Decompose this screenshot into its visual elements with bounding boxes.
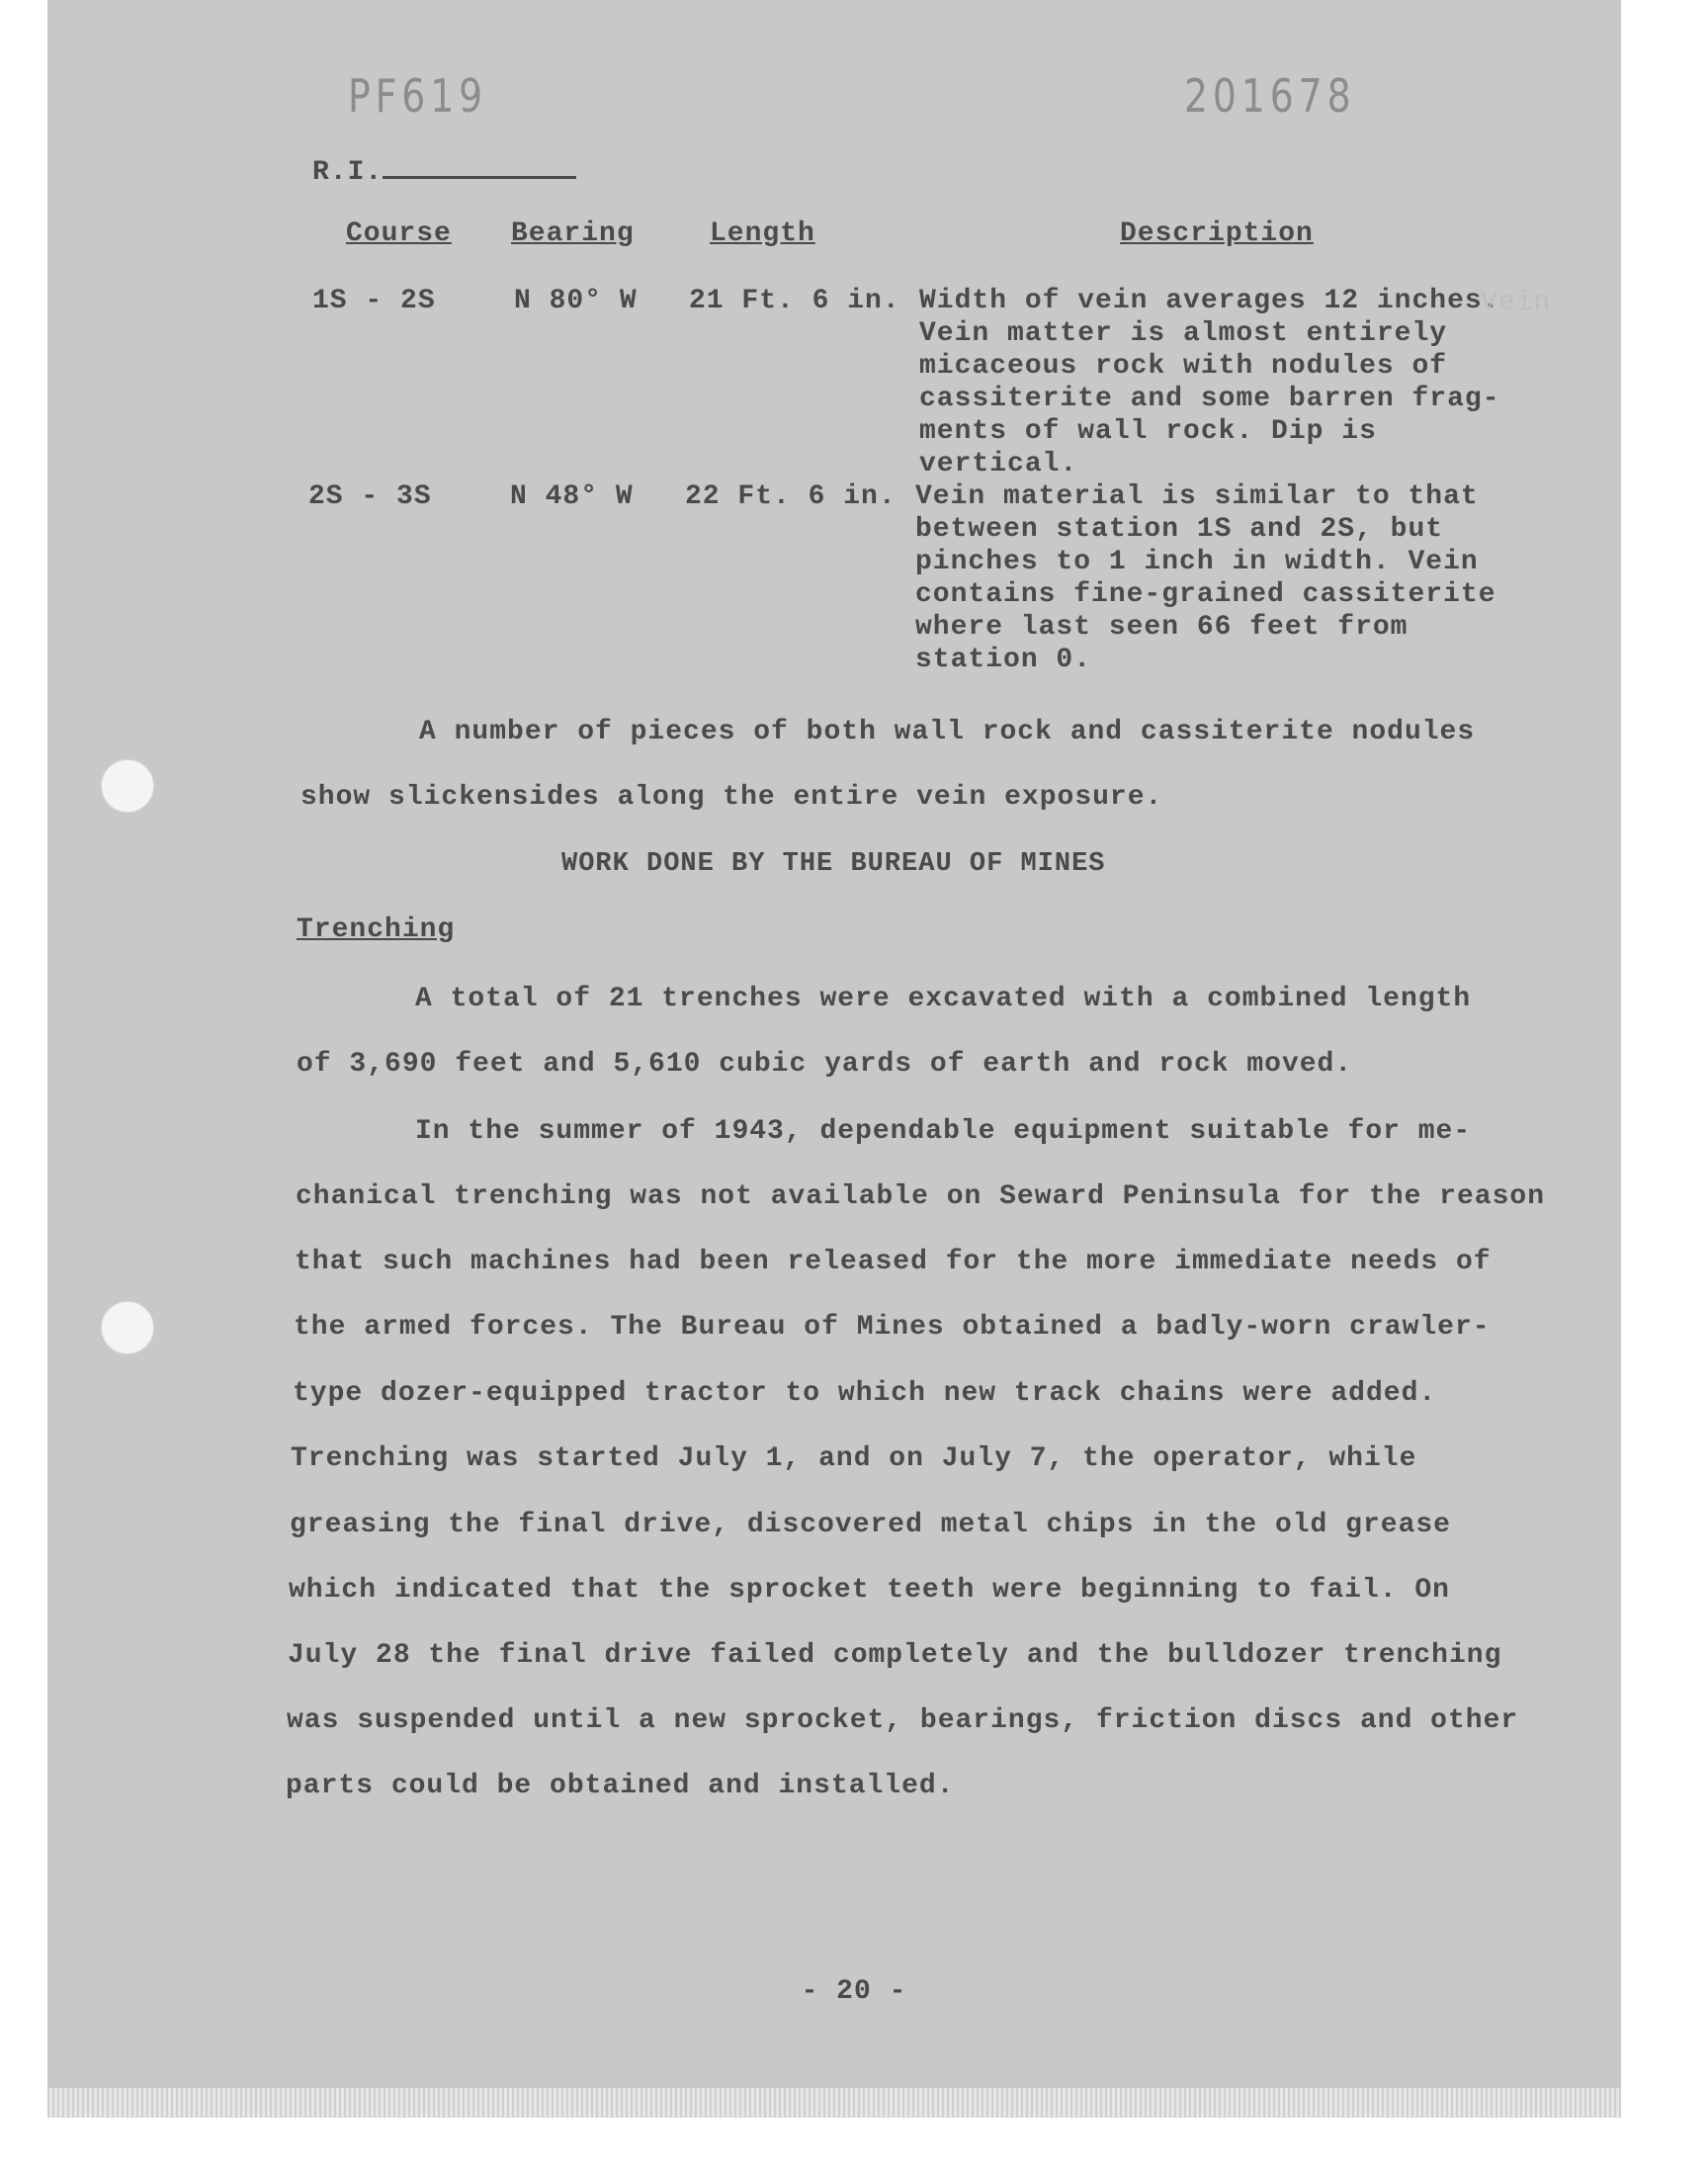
row2-desc-line: station 0.	[915, 645, 1092, 675]
row1-desc-line: vertical.	[919, 449, 1078, 479]
paragraph1-line: show slickensides along the entire vein exposure.	[300, 782, 1163, 813]
row1-desc-line: Width of vein averages 12 inches.	[919, 286, 1500, 316]
stamp-right: 201678	[1184, 69, 1356, 123]
header-length: Length	[710, 218, 815, 249]
row1-desc-line: cassiterite and some barren frag-	[919, 384, 1500, 414]
row2-length: 22 Ft. 6 in.	[685, 481, 897, 512]
section-heading: WORK DONE BY THE BUREAU OF MINES	[561, 849, 1106, 879]
paragraph3-line: which indicated that the sprocket teeth were beginning to fail. On	[289, 1575, 1450, 1606]
paragraph3-line: In the summer of 1943, dependable equipment suitable for me-	[415, 1116, 1472, 1147]
paragraph3-line: type dozer-equipped tractor to which new track chains were added.	[293, 1378, 1437, 1409]
row1-desc-line: ments of wall rock. Dip is	[919, 416, 1377, 447]
row1-desc-line: Vein matter is almost entirely	[919, 318, 1448, 349]
ri-label: R.I.	[312, 157, 384, 188]
ri-blank	[383, 150, 576, 179]
row2-description	[915, 480, 1496, 676]
row1-bearing: N 80° W	[514, 286, 638, 316]
paragraph3-line: parts could be obtained and installed.	[286, 1771, 955, 1801]
paragraph3-line: the armed forces. The Bureau of Mines obtained a badly-worn crawler-	[294, 1312, 1491, 1343]
row2-desc-line: between station 1S and 2S, but	[915, 514, 1444, 545]
row2-desc-line: pinches to 1 inch in width. Vein	[915, 547, 1479, 577]
page-number: - 20 -	[801, 1976, 907, 2007]
paragraph3-line: July 28 the final drive failed completely and the bulldozer trenching	[288, 1640, 1502, 1671]
row2-desc-line: contains fine-grained cassiterite	[915, 579, 1496, 610]
row1-course: 1S - 2S	[312, 286, 436, 316]
stamp-left: PF619	[348, 69, 488, 123]
punch-hole-lower	[101, 1301, 154, 1354]
paragraph3-line: greasing the final drive, discovered metal chips in the old grease	[290, 1510, 1451, 1540]
page-edge	[47, 2088, 1621, 2118]
row1-desc-line: micaceous rock with nodules of	[919, 351, 1448, 382]
row2-course: 2S - 3S	[308, 481, 432, 512]
paragraph3-line: was suspended until a new sprocket, bearings, friction discs and other	[287, 1705, 1519, 1736]
header-bearing: Bearing	[511, 218, 635, 249]
ri-field	[312, 150, 576, 189]
row1-description	[919, 285, 1500, 480]
margin-note: Vein	[1481, 288, 1552, 318]
punch-hole-upper	[101, 759, 154, 813]
paragraph3-line: that such machines had been released for the more immediate needs of	[295, 1247, 1492, 1277]
paragraph1-line: A number of pieces of both wall rock and cassiterite nodules	[419, 717, 1476, 747]
row2-desc-line: Vein material is similar to that	[915, 481, 1479, 512]
row2-desc-line: where last seen 66 feet from	[915, 612, 1409, 643]
header-course: Course	[346, 218, 452, 249]
paragraph2-line: of 3,690 feet and 5,610 cubic yards of earth and rock moved.	[297, 1049, 1353, 1080]
subheading-trenching: Trenching	[297, 914, 456, 945]
row1-length: 21 Ft. 6 in.	[689, 286, 900, 316]
paragraph3-line: chanical trenching was not available on Seward Peninsula for the reason	[296, 1181, 1545, 1212]
paragraph3-line: Trenching was started July 1, and on July 7, the operator, while	[291, 1443, 1417, 1474]
header-description: Description	[1120, 218, 1314, 249]
paragraph2-line: A total of 21 trenches were excavated with a combined length	[415, 984, 1472, 1014]
row2-bearing: N 48° W	[510, 481, 634, 512]
